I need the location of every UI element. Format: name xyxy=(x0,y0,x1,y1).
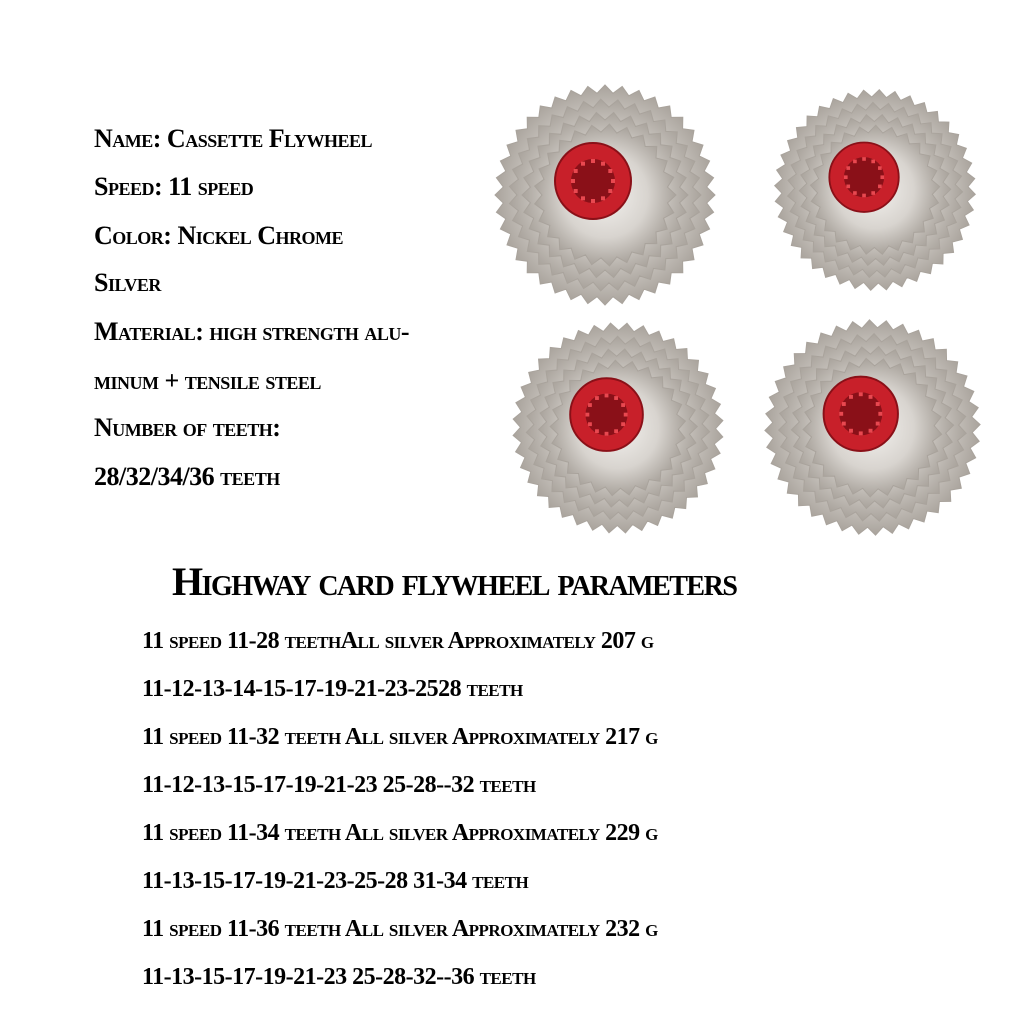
spec-material: Material: high strength alu- xyxy=(94,317,410,346)
param-line: 11-12-13-14-15-17-19-21-23-2528 teeth xyxy=(142,676,523,702)
section-title: Highway card flywheel parameters xyxy=(172,559,737,604)
param-line: 11 speed 11-32 teeth All silver Approximately 217 g xyxy=(142,724,658,750)
param-line: 11-13-15-17-19-21-23 25-28-32--36 teeth xyxy=(142,964,536,990)
param-line: 11 speed 11-34 teeth All silver Approximately 229 g xyxy=(142,820,658,846)
cassette-icon xyxy=(490,80,720,310)
param-line: 11 speed 11-28 teethAll silver Approximately 207 g xyxy=(142,628,654,654)
param-line: 11 speed 11-36 teeth All silver Approximately 232 g xyxy=(142,916,658,942)
spec-material-cont: minum + tensile steel xyxy=(94,366,321,395)
spec-color-cont: Silver xyxy=(94,268,161,297)
spec-teeth: Number of teeth: xyxy=(94,413,281,442)
cassette-icon xyxy=(508,318,728,538)
spec-color: Color: Nickel Chrome xyxy=(94,221,344,250)
cassette-icon xyxy=(770,85,980,295)
param-line: 11-13-15-17-19-21-23-25-28 31-34 teeth xyxy=(142,868,529,894)
cassette-icon xyxy=(760,315,985,540)
spec-teeth-values: 28/32/34/36 teeth xyxy=(94,462,280,491)
param-line: 11-12-13-15-17-19-21-23 25-28--32 teeth xyxy=(142,772,536,798)
spec-name: Name: Cassette Flywheel xyxy=(94,124,373,153)
spec-speed: Speed: 11 speed xyxy=(94,172,254,201)
